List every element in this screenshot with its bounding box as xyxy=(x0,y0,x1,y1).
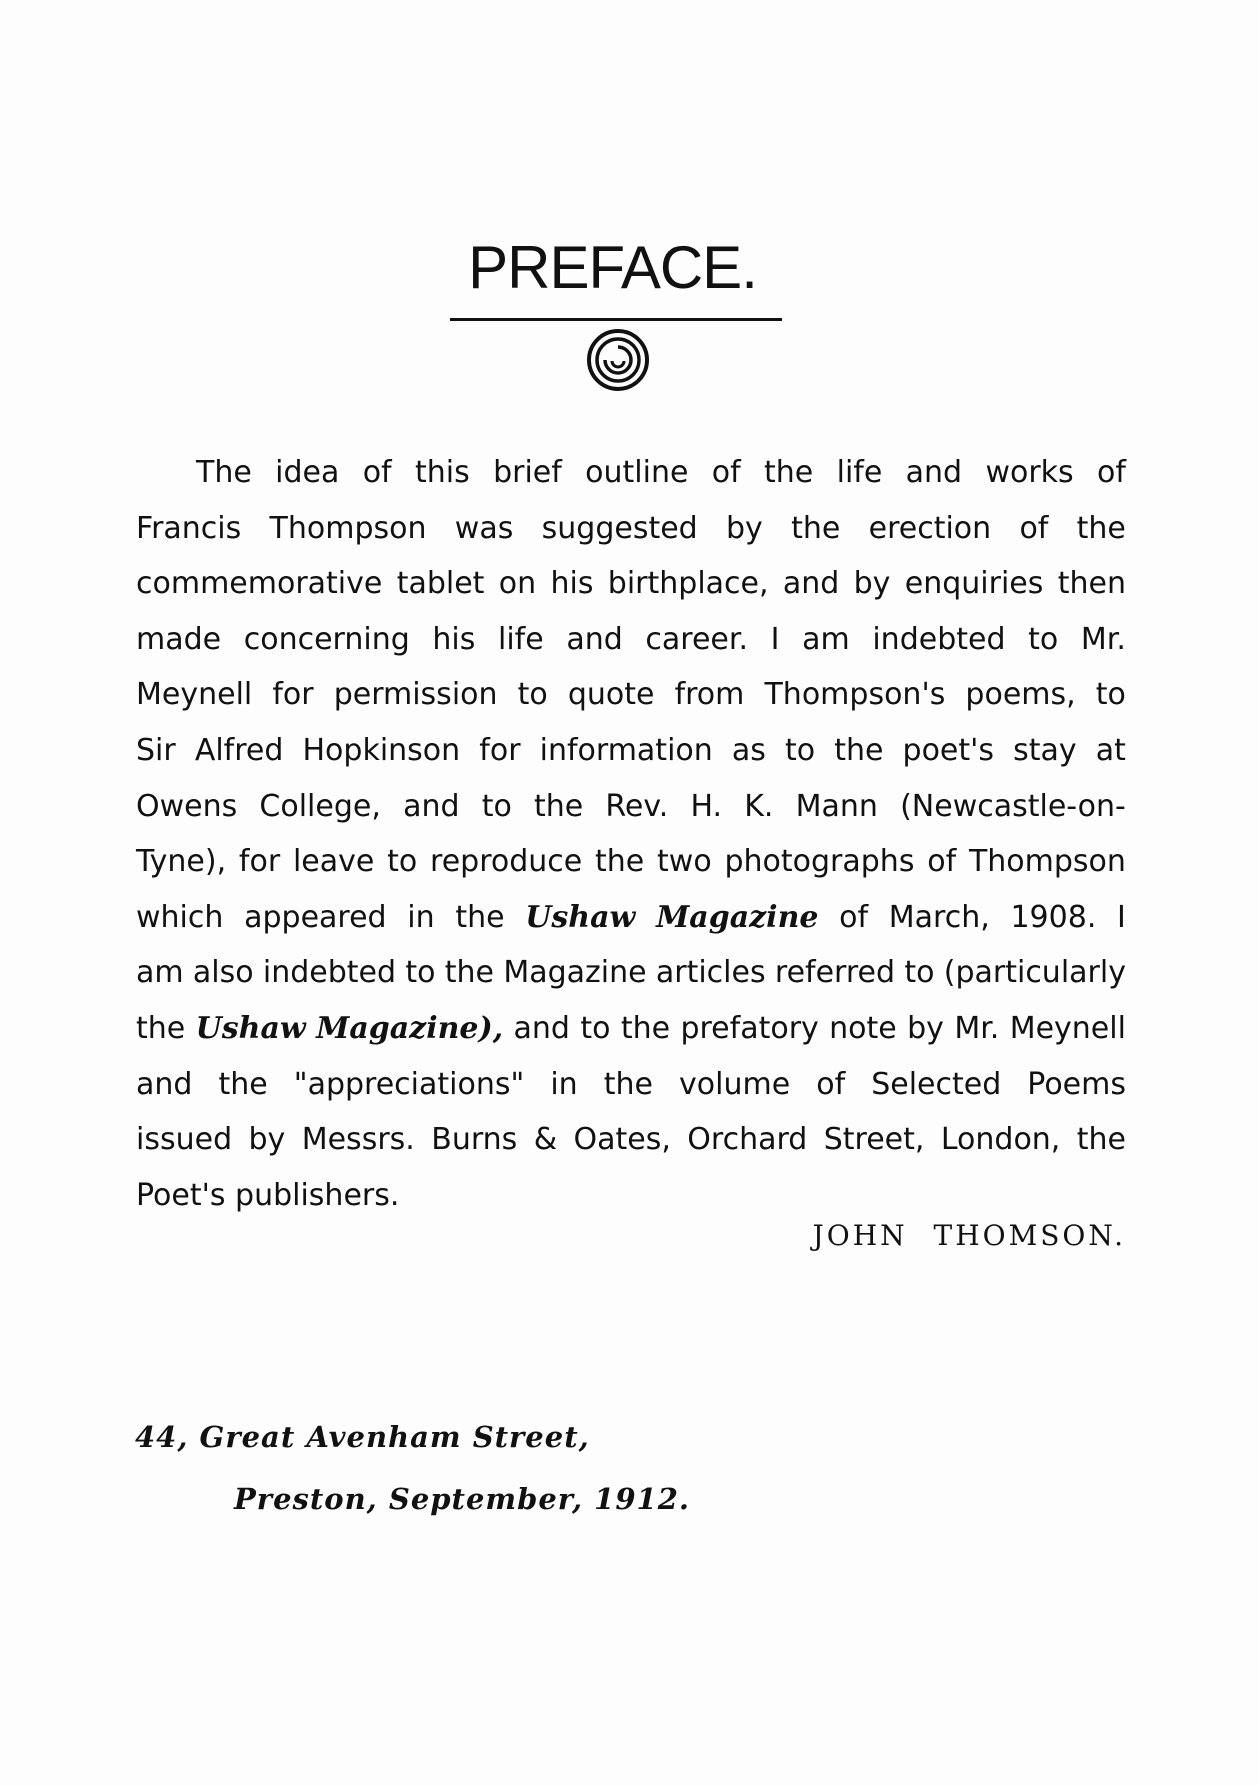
word: to xyxy=(1095,677,1126,713)
word: the xyxy=(791,510,841,546)
word: his xyxy=(432,621,476,657)
word: the xyxy=(533,788,584,824)
word: to xyxy=(784,732,816,768)
word: as xyxy=(731,732,766,768)
text-line xyxy=(136,501,1126,557)
word: note xyxy=(829,1010,897,1046)
word: (Newcastle-on- xyxy=(900,788,1126,824)
preface-paragraph xyxy=(136,445,1126,1223)
word: life xyxy=(498,621,544,657)
word: the xyxy=(834,732,884,768)
word: the xyxy=(1076,510,1126,546)
word: Meynell xyxy=(136,677,253,713)
word: The xyxy=(196,455,252,490)
text-line xyxy=(136,1168,1126,1224)
word: Magazine xyxy=(503,955,647,991)
word: the xyxy=(455,899,505,935)
word: was xyxy=(454,510,514,546)
word: suggested xyxy=(541,510,698,546)
word: of xyxy=(1097,455,1126,490)
word: Ushaw xyxy=(195,1010,306,1046)
word: from xyxy=(674,677,745,713)
word: by xyxy=(907,1010,944,1046)
word: Thompson xyxy=(968,844,1126,880)
word: Thompson's xyxy=(764,677,946,713)
text-line xyxy=(136,890,1126,946)
word: erection xyxy=(868,510,992,546)
word: publishers. xyxy=(235,1177,400,1213)
text-line xyxy=(136,1112,1126,1168)
word: idea xyxy=(275,455,340,490)
word: articles xyxy=(655,955,766,991)
word: issued xyxy=(136,1122,233,1158)
word: Oates, xyxy=(573,1122,671,1158)
word: the xyxy=(136,1010,186,1046)
address-place-date: Preston, September, 1912. xyxy=(234,1482,690,1516)
word: and xyxy=(136,1066,193,1102)
word: to xyxy=(904,955,935,991)
word: Mann xyxy=(795,788,878,824)
word: of xyxy=(816,1066,846,1102)
word: the xyxy=(764,455,814,490)
word: Street, xyxy=(823,1122,925,1158)
word: Francis xyxy=(136,510,242,546)
word: on xyxy=(498,566,537,602)
word: K. xyxy=(744,788,774,824)
word: Selected xyxy=(871,1066,1002,1102)
word: career. xyxy=(645,621,748,657)
word: in xyxy=(550,1066,578,1102)
word: by xyxy=(726,510,763,546)
word: the xyxy=(218,1066,268,1102)
word: enquiries xyxy=(904,566,1044,602)
word: this xyxy=(414,455,470,490)
word: to xyxy=(1028,621,1059,657)
word: to xyxy=(580,1010,611,1046)
word: also xyxy=(192,955,254,991)
word: and xyxy=(905,455,963,490)
spiral-ornament-icon xyxy=(585,325,651,395)
word: indebted xyxy=(262,955,397,991)
text-line xyxy=(136,612,1126,668)
word: to xyxy=(517,677,548,713)
word: and xyxy=(782,566,840,602)
word: Meynell xyxy=(1009,1010,1126,1046)
word: outline xyxy=(585,455,689,490)
word: H. xyxy=(690,788,723,824)
word: "appreciations" xyxy=(293,1066,525,1102)
word: Rev. xyxy=(605,788,669,824)
word: Thompson xyxy=(269,510,427,546)
word: Burns xyxy=(431,1122,518,1158)
word: life xyxy=(836,455,883,490)
word: Magazine xyxy=(656,899,819,935)
text-line xyxy=(136,834,1126,890)
word: Poet's xyxy=(136,1177,226,1213)
word: Mr. xyxy=(1080,621,1126,657)
word: Mr. xyxy=(954,1010,1000,1046)
word: of xyxy=(711,455,741,490)
word: poems, xyxy=(965,677,1076,713)
word: Hopkinson xyxy=(302,732,461,768)
word: am xyxy=(802,621,850,657)
word: Alfred xyxy=(194,732,284,768)
word: I xyxy=(1117,899,1126,935)
text-line xyxy=(136,1057,1126,1113)
word: I xyxy=(770,621,780,657)
word: (particularly xyxy=(943,955,1126,991)
word: volume xyxy=(679,1066,791,1102)
word: Ushaw xyxy=(525,899,636,935)
word: Owens xyxy=(136,788,238,824)
word: the xyxy=(595,844,645,880)
word: to xyxy=(481,788,512,824)
word: two xyxy=(657,844,712,880)
word: at xyxy=(1095,732,1126,768)
word: of xyxy=(927,844,957,880)
text-line xyxy=(136,445,1126,501)
word: & xyxy=(533,1122,558,1158)
word: information xyxy=(539,732,713,768)
word: Poems xyxy=(1027,1066,1126,1102)
word: made xyxy=(136,621,222,657)
word: in xyxy=(407,899,435,935)
word: tablet xyxy=(396,566,485,602)
word: reproduce xyxy=(430,844,583,880)
word: and xyxy=(513,1010,570,1046)
word: am xyxy=(136,955,184,991)
word: for xyxy=(479,732,521,768)
word: indebted xyxy=(872,621,1006,657)
text-line xyxy=(136,779,1126,835)
word: appeared xyxy=(244,899,387,935)
word: Messrs. xyxy=(301,1122,415,1158)
word: prefatory xyxy=(680,1010,819,1046)
word: poet's xyxy=(902,732,995,768)
word: and xyxy=(403,788,460,824)
word: of xyxy=(1019,510,1049,546)
text-line xyxy=(136,667,1126,723)
text-line xyxy=(136,723,1126,779)
word: permission xyxy=(333,677,498,713)
word: works xyxy=(985,455,1074,490)
word: the xyxy=(1076,1122,1126,1158)
address-street: 44, Great Avenham Street, xyxy=(135,1420,590,1454)
word: Sir xyxy=(136,732,176,768)
word: Orchard xyxy=(687,1122,808,1158)
word: of xyxy=(839,899,869,935)
word: and xyxy=(566,621,623,657)
word: College, xyxy=(259,788,381,824)
word: Tyne), xyxy=(136,844,227,880)
text-line xyxy=(136,1001,1126,1057)
word: his xyxy=(550,566,594,602)
word: stay xyxy=(1013,732,1077,768)
word: by xyxy=(248,1122,286,1158)
text-line xyxy=(136,556,1126,612)
word: quote xyxy=(567,677,655,713)
page-title: PREFACE. xyxy=(468,234,757,301)
word: photographs xyxy=(724,844,915,880)
word: of xyxy=(362,455,392,490)
word: concerning xyxy=(243,621,410,657)
word: to xyxy=(405,955,436,991)
word: leave xyxy=(292,844,375,880)
word: the xyxy=(620,1010,671,1046)
word: brief xyxy=(493,455,562,490)
word: birthplace, xyxy=(607,566,769,602)
word: to xyxy=(387,844,418,880)
word: 1908. xyxy=(1010,899,1097,935)
word: the xyxy=(603,1066,653,1102)
word: referred xyxy=(774,955,896,991)
word: commemorative xyxy=(136,566,383,602)
word: the xyxy=(444,955,495,991)
word: London, xyxy=(940,1122,1061,1158)
word: by xyxy=(853,566,891,602)
word: Magazine), xyxy=(316,1010,504,1046)
word: for xyxy=(238,844,281,880)
word: which xyxy=(136,899,224,935)
word: March, xyxy=(888,899,990,935)
author-signature: JOHN THOMSON. xyxy=(812,1219,1126,1252)
word: then xyxy=(1057,566,1126,602)
word: for xyxy=(272,677,314,713)
text-line xyxy=(136,945,1126,1001)
title-underline xyxy=(450,318,782,321)
